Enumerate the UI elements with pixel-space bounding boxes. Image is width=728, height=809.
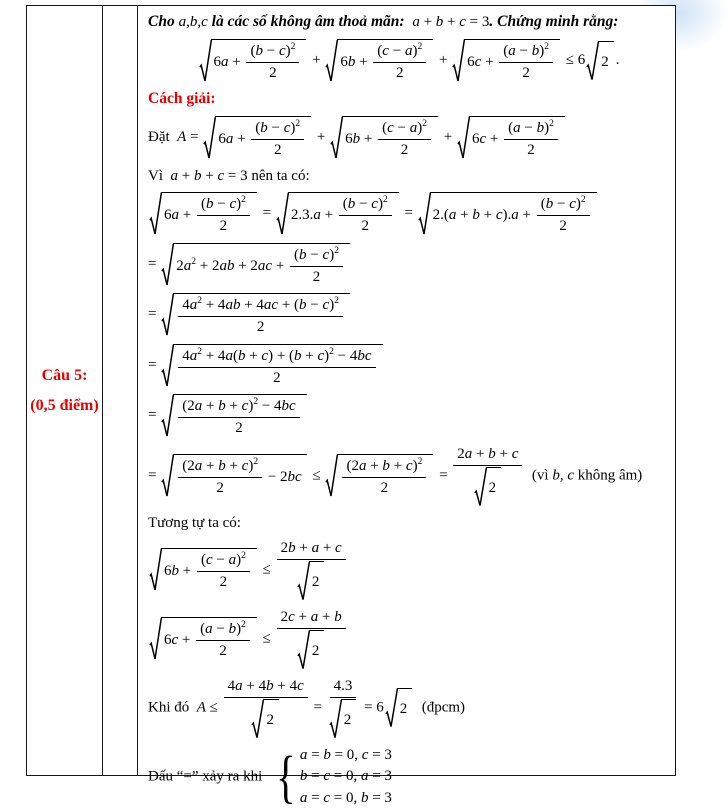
math-text: 6a + [218, 130, 250, 147]
fraction [342, 457, 426, 498]
math-text: = [148, 407, 161, 424]
math-text: b, c [552, 467, 574, 484]
fraction-denominator [381, 478, 389, 498]
fraction [197, 551, 250, 592]
fraction [378, 119, 431, 160]
fraction [277, 608, 346, 670]
fraction [290, 246, 343, 287]
fraction-denominator [220, 572, 228, 592]
math-text: 2 [273, 369, 281, 386]
plain-text: Dấu “=” xảy ra khi [148, 768, 266, 785]
math-text: 2 [527, 141, 535, 158]
fraction-numerator [504, 119, 558, 140]
fraction-denominator [274, 140, 282, 160]
math-text: $2a^2 + 2ab + 2ac$ + [176, 256, 289, 274]
square-root-body [211, 39, 307, 83]
fraction-numerator [178, 397, 300, 418]
math-text: $(a - b)^2$ [503, 41, 550, 59]
square-root-body [486, 467, 502, 507]
plain-text: Khi đó [148, 699, 197, 716]
math-text: + [308, 51, 325, 68]
fraction-numerator [277, 539, 346, 560]
fraction-denominator [401, 140, 409, 160]
fraction-numerator [178, 296, 343, 317]
cases-rows [300, 746, 392, 808]
square-root-body [161, 617, 257, 661]
formula-row [148, 243, 669, 287]
fraction [251, 119, 304, 160]
square-root [298, 630, 325, 670]
fraction-numerator [290, 246, 343, 267]
question-number: Câu 5: [41, 366, 88, 384]
square-root-body [161, 548, 257, 592]
square-root-body [342, 116, 438, 160]
math-text: + [435, 51, 452, 68]
math-text: a = b = 0, c = 3 [299, 746, 392, 763]
fraction [537, 195, 590, 236]
fraction [178, 296, 343, 337]
math-text: 2 [235, 420, 243, 436]
math-text: 6c + [164, 632, 195, 648]
fraction-denominator [269, 63, 277, 83]
math-text: 2 [311, 642, 320, 659]
plain-text: (vì [524, 467, 553, 484]
square-root [200, 39, 307, 83]
square-root-body [161, 192, 257, 236]
square-root [326, 39, 433, 83]
square-root [419, 192, 597, 236]
math-text: 2c + a + b [280, 609, 342, 625]
math-text: = [148, 356, 161, 373]
square-root [326, 454, 433, 498]
fraction-numerator [224, 677, 308, 698]
square-root [277, 192, 399, 236]
math-text: 2 [312, 268, 321, 285]
question-label-cell [27, 6, 103, 775]
fraction-denominator [220, 216, 228, 236]
formula-row [148, 167, 669, 186]
fraction [246, 42, 299, 83]
square-root-body [430, 192, 597, 236]
square-root-body [173, 344, 382, 388]
content-cell [138, 6, 675, 809]
fraction-denominator [313, 267, 321, 287]
math-text: = [148, 467, 161, 484]
math-text: 2 [559, 218, 567, 234]
square-root-body [598, 41, 614, 81]
formula-row [148, 39, 669, 83]
math-text: $4a^2 + 4a(b + c) + (b + c)^2 - 4bc$ [182, 346, 372, 364]
math-text: a + b + c = 3 [170, 167, 248, 184]
square-root [150, 192, 257, 236]
math-text: A ≤ [196, 699, 222, 716]
plain-text: không âm) [573, 467, 643, 484]
square-root-body [173, 243, 350, 287]
fraction-numerator [342, 457, 426, 478]
fraction-numerator [251, 119, 304, 140]
square-root [252, 699, 279, 739]
square-root [458, 116, 565, 160]
empty-cell [103, 6, 138, 775]
square-root-body [337, 39, 433, 83]
solution-table [26, 5, 676, 809]
fraction-denominator [473, 466, 504, 507]
math-text: $(2a + b + c)^2$ [346, 456, 423, 474]
math-text: $(a - b)^2$ [200, 620, 246, 638]
math-text: $(b - c)^2$ [255, 119, 301, 136]
square-root [162, 293, 350, 337]
square-root [162, 394, 307, 438]
square-root-body [288, 192, 399, 236]
math-text: 4a + 4b + 4c [227, 677, 304, 694]
math-text: $(b - c)^2$ [294, 245, 339, 263]
square-root [331, 116, 438, 160]
math-text: 2 [488, 479, 497, 496]
fraction-denominator [522, 63, 530, 83]
fraction-numerator [246, 42, 299, 63]
math-text: 2 [219, 574, 228, 591]
formula-row [148, 743, 669, 809]
math-text: 4.3 [333, 677, 353, 694]
math-text: 2 [256, 319, 265, 335]
fraction [453, 445, 522, 507]
fraction [196, 620, 250, 661]
math-text: A = [177, 129, 203, 146]
fraction-numerator [499, 42, 553, 63]
math-text: $(b - c)^2$ [200, 195, 246, 213]
math-text: $4a^2 + 4ab + 4ac + (b - c)^2$ [182, 296, 339, 314]
plain-text: Vì [148, 167, 171, 184]
formula-row [148, 344, 669, 388]
math-text: = 6 [360, 699, 384, 716]
square-root-body [341, 699, 357, 739]
math-text: 6b + [340, 53, 372, 70]
square-root [475, 467, 502, 507]
math-text: = [435, 467, 452, 484]
fraction-numerator [537, 195, 590, 216]
fraction [328, 677, 359, 739]
square-root-body [263, 699, 279, 739]
square-root [150, 617, 257, 661]
fraction [499, 42, 553, 83]
formula-row [148, 677, 669, 739]
fraction-denominator [527, 140, 535, 160]
math-text: a,b,c [178, 14, 208, 30]
fraction-denominator [250, 698, 281, 739]
math-text: 6a + [213, 53, 245, 70]
math-text: a = c = 0, b = 3 [299, 790, 392, 806]
fraction-numerator [197, 551, 250, 572]
fraction-denominator [273, 368, 281, 388]
math-text: 2 [216, 479, 224, 496]
square-root [162, 344, 382, 388]
fraction [373, 42, 426, 83]
fraction-numerator [277, 608, 346, 629]
fraction-denominator [328, 698, 359, 739]
cases-row [300, 789, 392, 808]
fraction-denominator [219, 641, 227, 661]
fraction-denominator [296, 560, 327, 601]
formula-row [148, 89, 669, 109]
cases-row [300, 767, 392, 786]
math-text: 2 [266, 711, 274, 728]
square-root [298, 561, 325, 601]
math-text: 2 [343, 711, 352, 728]
fraction [224, 677, 308, 739]
square-root [386, 688, 413, 728]
fraction-denominator [235, 418, 243, 438]
square-root-body [309, 561, 325, 601]
math-text: 6c + [467, 53, 498, 70]
math-text: − 2bc [264, 468, 302, 485]
math-text: 2b + a + c [280, 540, 342, 557]
fraction [504, 119, 558, 160]
formula-row [148, 608, 669, 670]
square-root-body [464, 39, 560, 83]
fraction-denominator [396, 63, 404, 83]
math-text: . [615, 51, 620, 68]
math-text: 2 [311, 574, 320, 591]
square-root-body [337, 454, 433, 498]
content-rows [148, 12, 669, 808]
formula-row [148, 394, 669, 438]
math-text: 2 [219, 642, 227, 659]
formula-row [148, 514, 669, 533]
math-text: ≤ 6 [562, 51, 586, 68]
math-text: $(b - c)^2$ [250, 41, 296, 59]
fraction-denominator [559, 216, 567, 236]
plain-text: Tương tự ta có: [148, 514, 241, 531]
math-text: a + b + c = 3 [412, 14, 490, 30]
square-root [453, 39, 560, 83]
math-text: b = c = 0, a = 3 [299, 768, 392, 785]
math-text: 2 [269, 64, 277, 81]
math-text: 2a + b + c [457, 445, 519, 462]
math-text: 2 [400, 141, 409, 158]
square-root [162, 243, 350, 287]
fraction-denominator [361, 216, 369, 236]
math-text: = [309, 699, 326, 716]
formula-row [148, 539, 669, 601]
plain-text: (đpcm) [414, 699, 466, 716]
math-text: + [313, 129, 330, 146]
formula-row [148, 192, 669, 236]
math-text: $(2a + b + c)^2$ [182, 456, 259, 474]
math-text: 2 [219, 218, 228, 234]
brace-icon: { [276, 743, 296, 809]
fraction [277, 539, 346, 601]
fraction [178, 457, 262, 498]
square-root-body [173, 394, 307, 438]
math-text: $(b - c)^2$ [540, 195, 586, 213]
math-text: $(c - a)^2$ [382, 119, 427, 136]
fraction-numerator [178, 457, 262, 478]
fraction-numerator [178, 347, 375, 368]
cases-row [300, 746, 392, 765]
square-root-body [173, 454, 307, 498]
fraction-numerator [330, 677, 357, 698]
math-text: 6b + [345, 130, 377, 147]
math-text: 6c + [471, 130, 503, 147]
fraction-denominator [296, 629, 327, 670]
math-text: = [258, 205, 275, 222]
square-root-body [215, 116, 311, 160]
math-text: 2 [395, 64, 404, 81]
square-root-body [309, 630, 325, 670]
math-text: = [148, 306, 161, 323]
plain-text: nên ta có: [247, 167, 310, 184]
square-root [150, 548, 257, 592]
math-text: ≤ [308, 467, 325, 484]
math-text: 2.3.a + [290, 207, 337, 224]
math-text: $(2a + b + c)^2 - 4bc$ [182, 397, 296, 415]
formula-row [148, 116, 669, 160]
fraction-numerator [197, 195, 250, 216]
fraction-numerator [373, 42, 426, 63]
math-text: ≤ [258, 630, 275, 647]
math-text: $(c - a)^2$ [377, 41, 423, 59]
question-points: (0,5 điểm) [30, 396, 99, 414]
fraction [178, 347, 375, 388]
math-text: 2 [361, 218, 369, 234]
math-text: $(b - c)^2$ [342, 195, 388, 213]
math-text: 2 [601, 53, 609, 70]
formula-row [148, 293, 669, 337]
plain-text: Đặt [148, 129, 178, 146]
square-root [587, 41, 614, 81]
fraction-denominator [216, 478, 224, 498]
fraction-numerator [378, 119, 431, 140]
math-text: $(a - b)^2$ [508, 119, 554, 136]
square-root [204, 116, 311, 160]
math-text: 6b + [164, 563, 195, 580]
square-root [162, 454, 307, 498]
square-root-body [469, 116, 565, 160]
fraction-numerator [339, 195, 392, 216]
bold-italic-text: . Chứng minh rằng: [489, 13, 619, 30]
fraction [178, 397, 300, 438]
math-text: $(c - a)^2$ [200, 551, 246, 569]
math-text: = [148, 255, 161, 272]
math-text: 2.(a + b + c).a + [432, 207, 535, 224]
formula-row [148, 12, 669, 32]
formula-row [148, 445, 669, 507]
math-text: 2 [273, 141, 282, 158]
section-label: Cách giải: [148, 90, 216, 108]
fraction [339, 195, 392, 236]
square-root-body [173, 293, 350, 337]
math-text: 2 [522, 64, 530, 81]
fraction-numerator [196, 620, 250, 641]
cases-system [272, 743, 392, 809]
fraction [197, 195, 250, 236]
fraction-numerator [453, 445, 522, 466]
math-text: + [440, 129, 456, 146]
math-text: 2 [380, 479, 389, 496]
math-text: ≤ [258, 561, 275, 578]
square-root [330, 699, 357, 739]
math-text: 2 [399, 700, 408, 717]
bold-italic-text: là các số không âm thoả mãn: [207, 13, 413, 30]
bold-italic-text: Cho [148, 13, 179, 30]
math-text: 6a + [164, 207, 195, 224]
square-root-body [397, 688, 413, 728]
fraction-denominator [257, 317, 265, 337]
math-text: = [400, 205, 417, 222]
